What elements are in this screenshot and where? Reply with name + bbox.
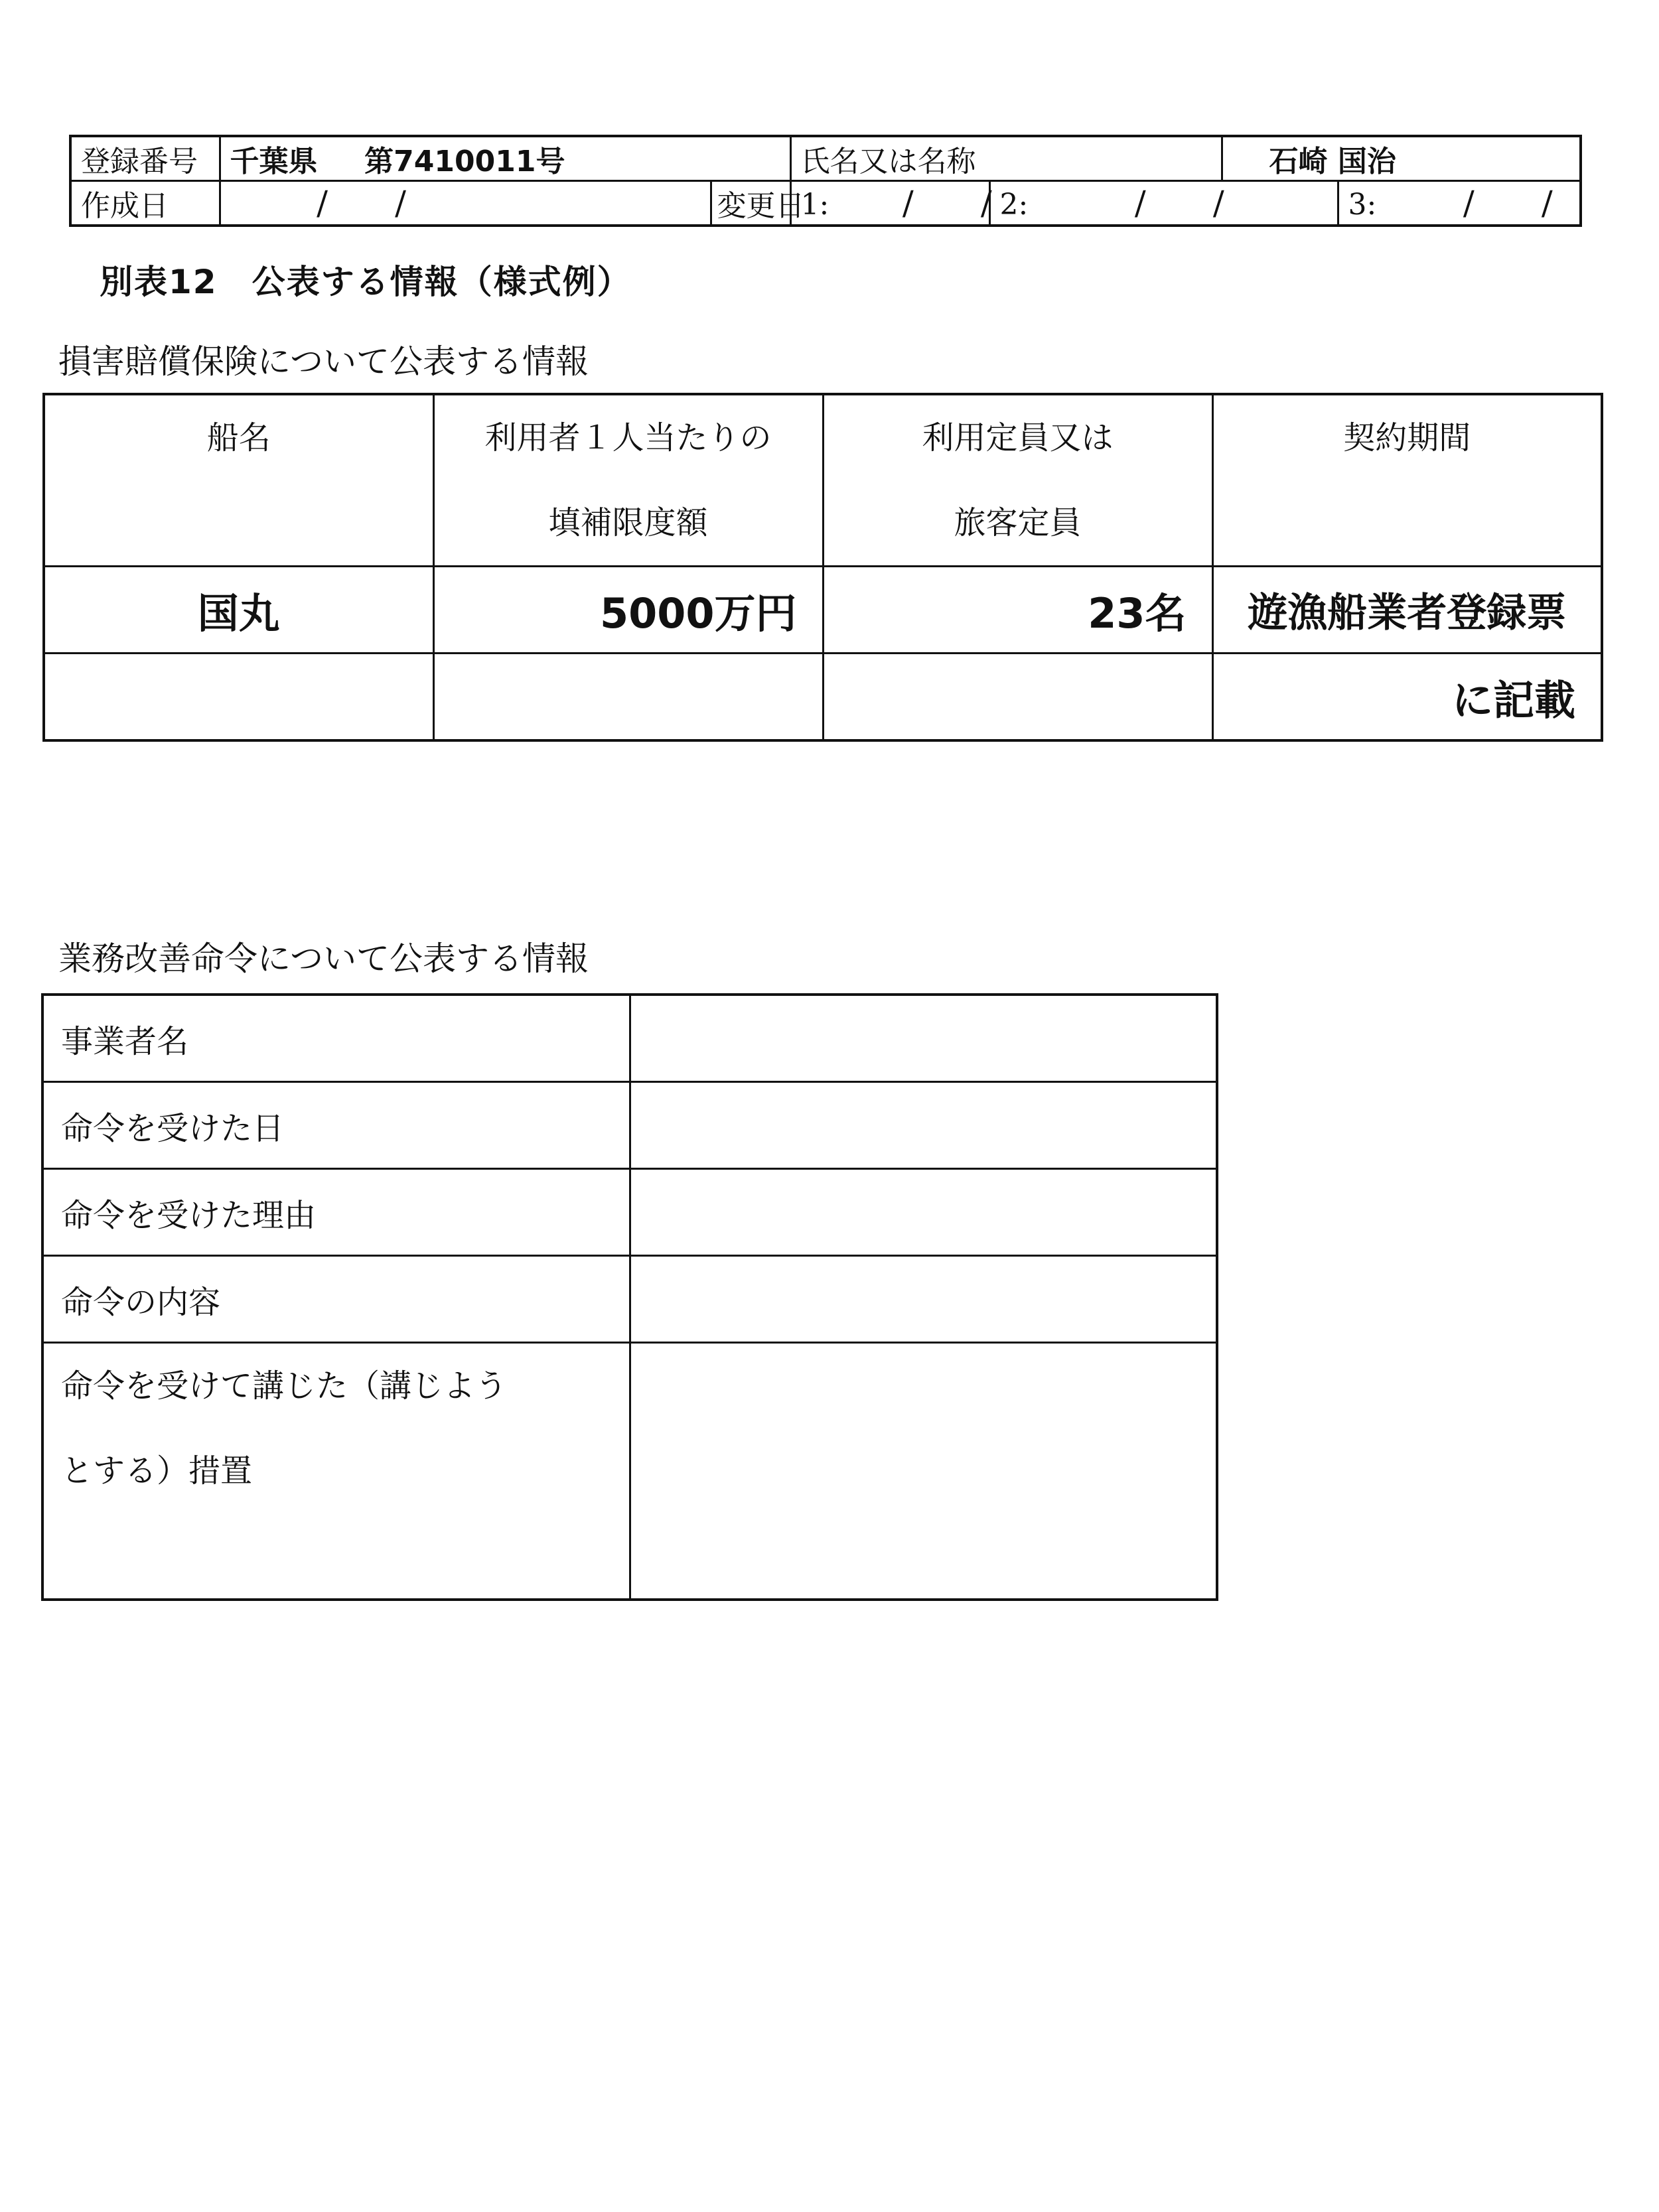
col-capacity-line1: 利用定員又は — [922, 419, 1114, 456]
order-measures-label — [42, 1343, 630, 1600]
order-content-value — [630, 1256, 1217, 1343]
insurance-table-row — [44, 654, 1602, 741]
created-date-value: / / — [220, 181, 711, 226]
table-row — [42, 995, 1217, 1082]
registration-number-value — [220, 136, 790, 181]
order-reason-value — [630, 1169, 1217, 1256]
change-1-label: 1: — [800, 188, 830, 222]
empty-cell — [44, 654, 433, 741]
registration-number: 第7410011号 — [364, 145, 565, 178]
col-limit-line2: 填補限度額 — [548, 504, 708, 541]
name-value: 石崎 国治 — [1222, 136, 1581, 181]
empty-cell — [823, 654, 1212, 741]
col-limit-amount — [433, 394, 823, 567]
change-2: 2: / / — [989, 181, 1338, 226]
col-limit-line1: 利用者１人当たりの — [484, 419, 772, 456]
improvement-order-table — [41, 993, 1218, 1601]
registration-header — [69, 135, 1582, 227]
order-measures-line2: とする）措置 — [61, 1452, 253, 1489]
order-measures-line1: 命令を受けて講じた（講じよう — [61, 1367, 508, 1405]
empty-cell — [433, 654, 823, 741]
change-3: 3: / / — [1338, 181, 1581, 226]
change-2-label: 2: — [999, 188, 1029, 222]
contract-period-cell-line1: 遊漁船業者登録票 — [1212, 567, 1602, 654]
order-date-label: 命令を受けた日 — [42, 1082, 630, 1169]
insurance-table-header-row — [44, 394, 1602, 567]
operator-name-label: 事業者名 — [42, 995, 630, 1082]
order-section-heading: 業務改善命令について公表する情報 — [58, 939, 589, 978]
order-content-label: 命令の内容 — [42, 1256, 630, 1343]
order-date-value — [630, 1082, 1217, 1169]
insurance-table-row — [44, 567, 1602, 654]
operator-name-value — [630, 995, 1217, 1082]
insurance-table — [42, 393, 1603, 742]
contract-period-cell-line2: に記載 — [1212, 654, 1602, 741]
col-capacity — [823, 394, 1212, 567]
page-title: 別表12 公表する情報（様式例） — [100, 263, 632, 301]
ship-name-cell: 国丸 — [44, 567, 433, 654]
change-1: 1: / / — [790, 181, 989, 226]
col-capacity-line2: 旅客定員 — [954, 504, 1082, 541]
capacity-cell: 23名 — [823, 567, 1212, 654]
changed-date-label: 変更日 — [711, 181, 790, 226]
registration-number-label: 登録番号 — [70, 136, 220, 181]
table-row — [42, 1256, 1217, 1343]
col-ship-name: 船名 — [44, 394, 433, 567]
change-3-label: 3: — [1348, 188, 1377, 222]
name-label: 氏名又は名称 — [790, 136, 1222, 181]
limit-amount-cell: 5000万円 — [433, 567, 823, 654]
insurance-section-heading: 損害賠償保険について公表する情報 — [58, 342, 589, 381]
table-row — [42, 1343, 1217, 1600]
order-measures-value — [630, 1343, 1217, 1600]
registration-prefecture: 千葉県 — [230, 145, 318, 178]
created-date-label: 作成日 — [70, 181, 220, 226]
table-row — [42, 1169, 1217, 1256]
order-reason-label: 命令を受けた理由 — [42, 1169, 630, 1256]
table-row — [42, 1082, 1217, 1169]
col-contract-period: 契約期間 — [1212, 394, 1602, 567]
